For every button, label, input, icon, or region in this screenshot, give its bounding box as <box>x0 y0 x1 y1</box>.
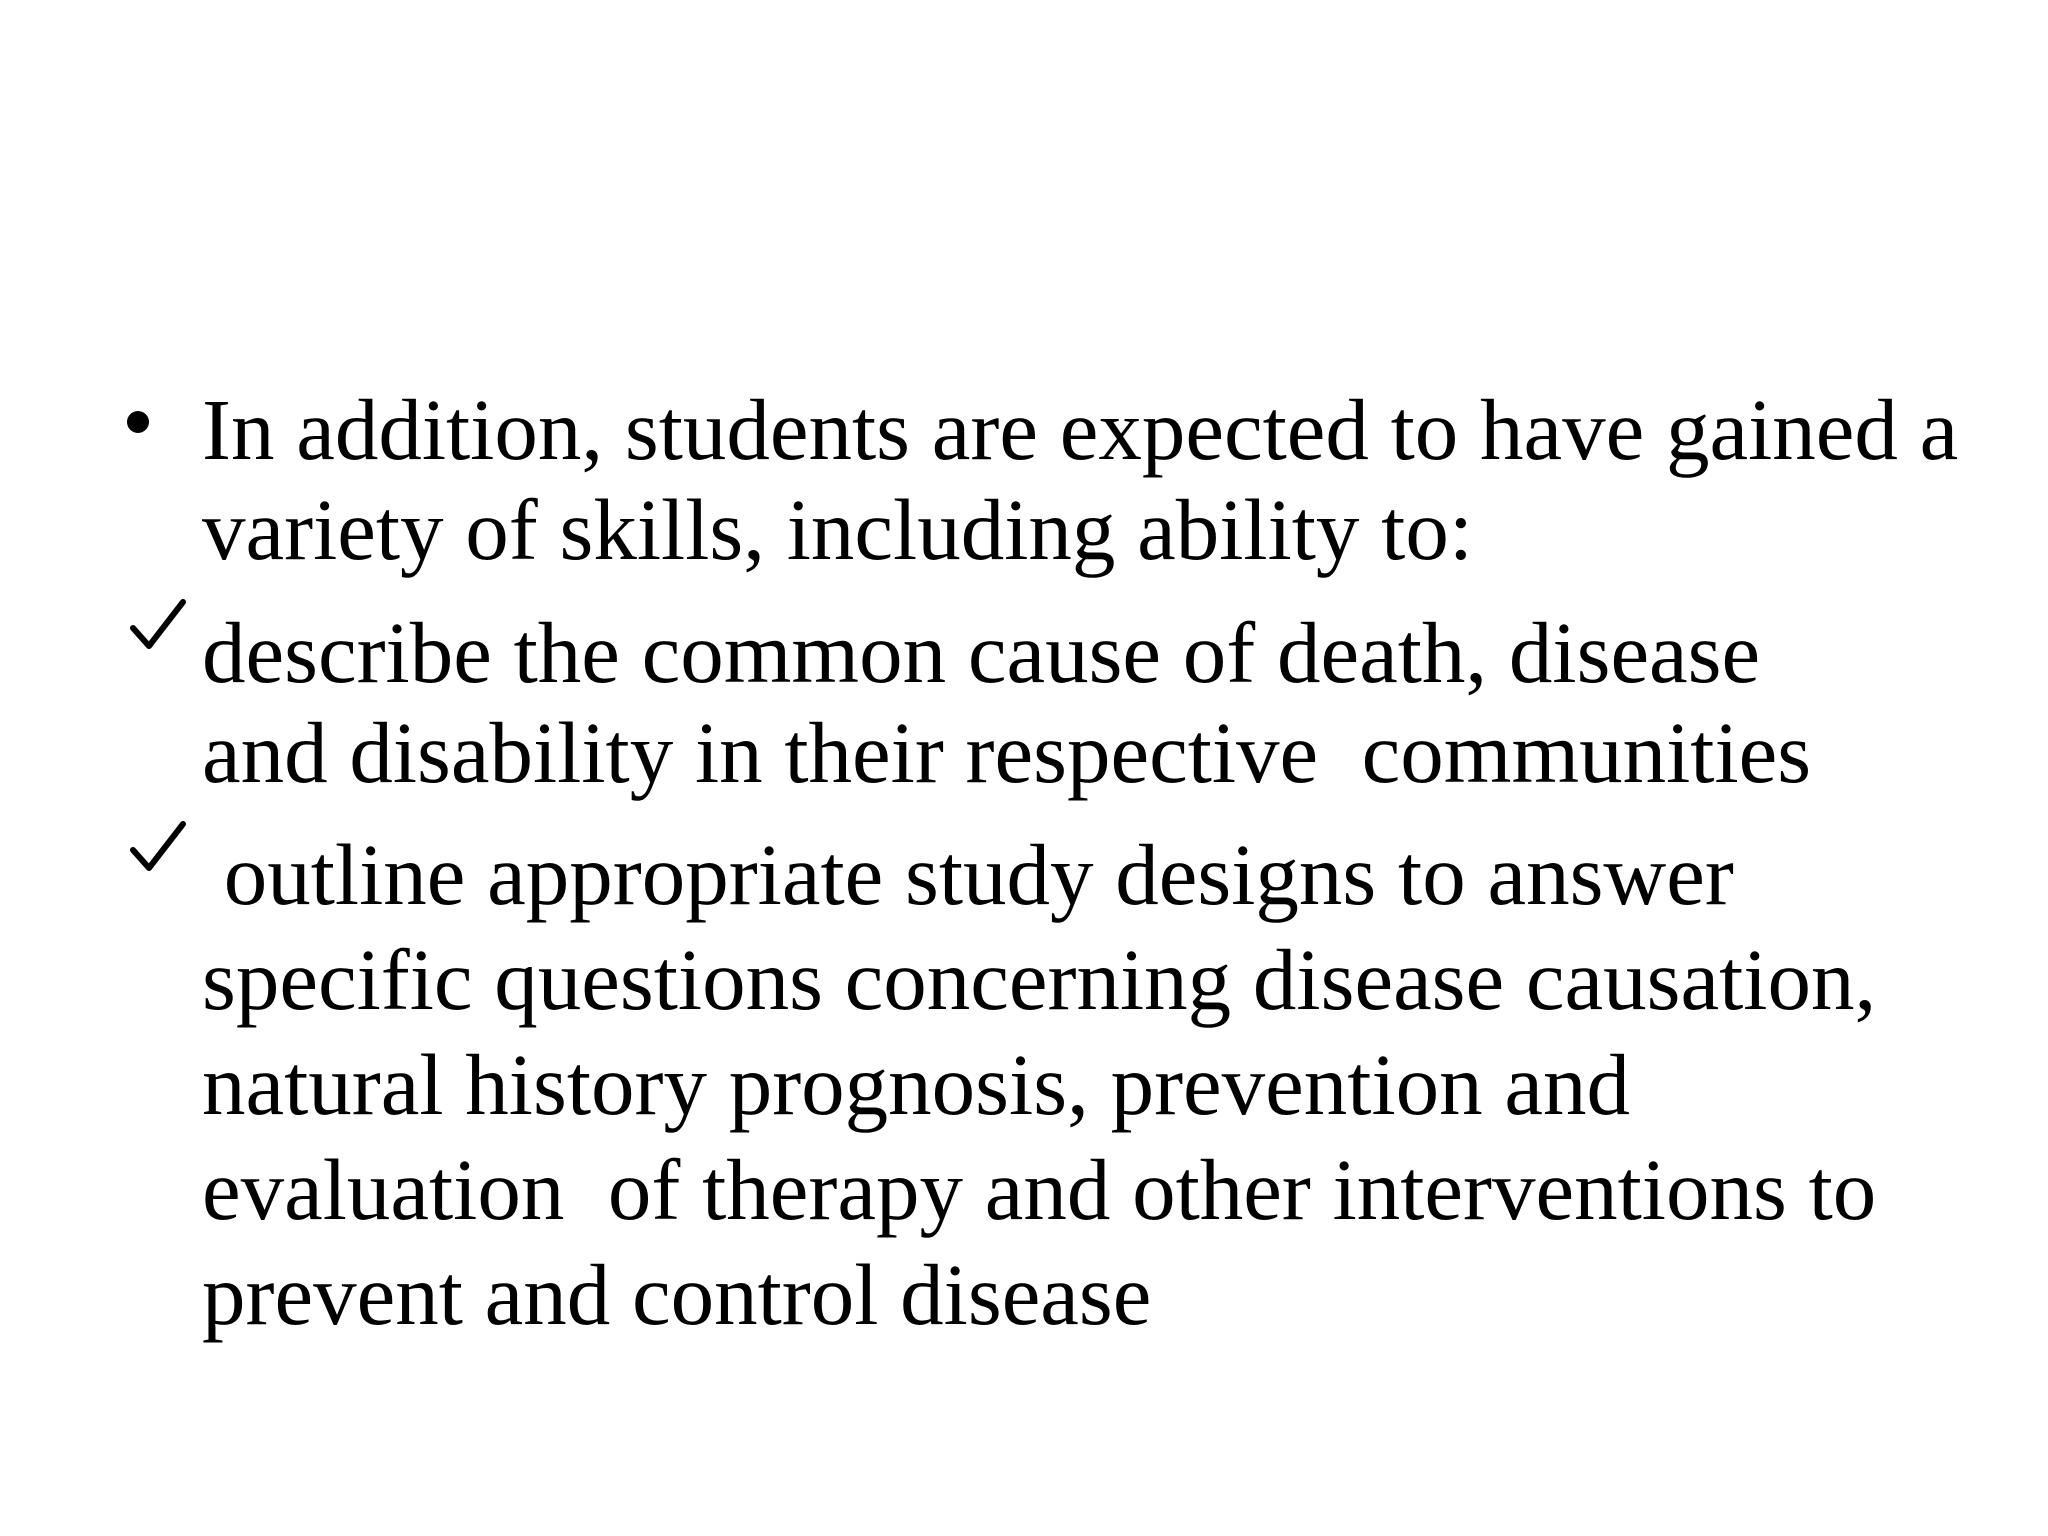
check-mark-icon <box>127 598 187 658</box>
check-line: outline appropriate study designs to answer <box>202 826 1734 923</box>
check-line: specific questions concerning disease causation, <box>202 931 1877 1028</box>
check-line: natural history prognosis, prevention and <box>202 1036 1630 1133</box>
check-mark-icon <box>127 820 187 880</box>
check-line: prevent and control disease <box>202 1246 1152 1343</box>
check-line: evaluation of therapy and other interventions to <box>202 1141 1877 1238</box>
bullet-line: In addition, students are expected to have gained a <box>202 381 1959 478</box>
check-line: describe the common cause of death, disease <box>202 604 1761 701</box>
bullet-line: variety of skills, including ability to: <box>202 481 1474 578</box>
bullet-dot-icon <box>127 411 149 433</box>
check-line: and disability in their respective communities <box>202 704 1812 801</box>
